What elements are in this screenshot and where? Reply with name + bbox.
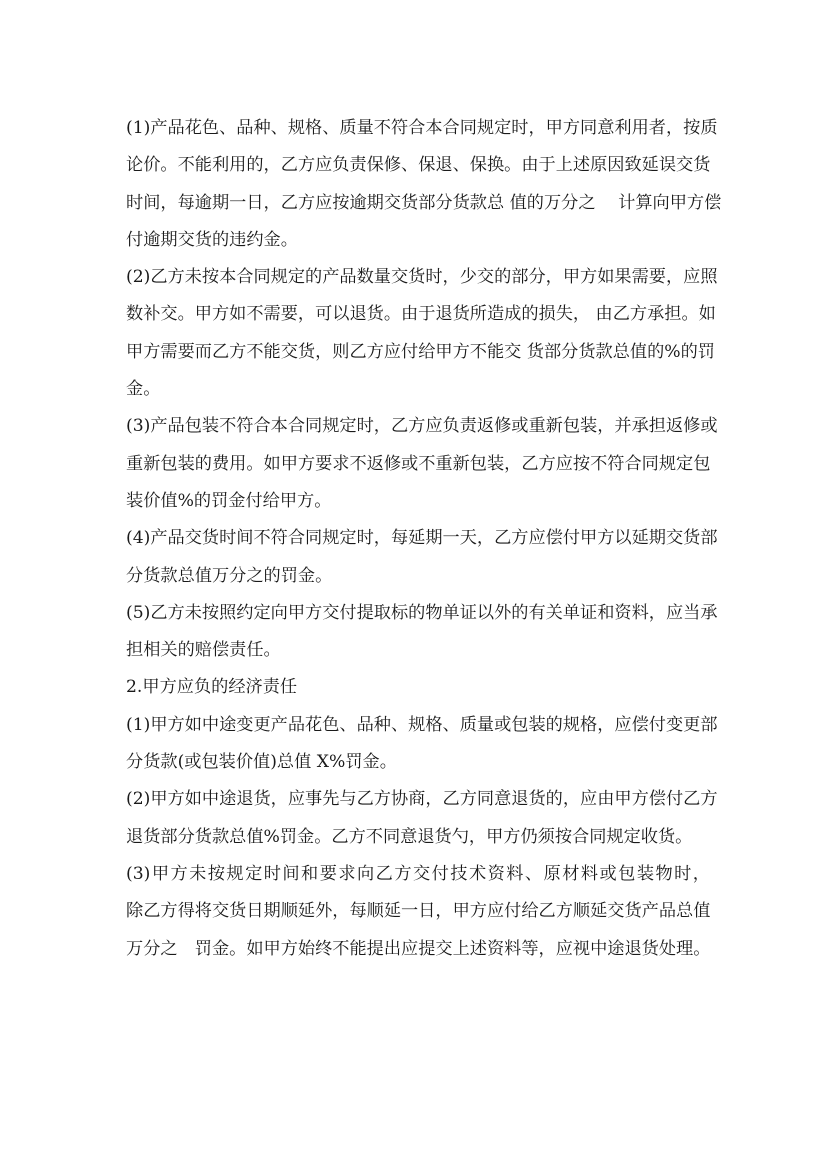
text-line: 论价。不能利用的，乙方应负责保修、保退、保换。由于上述原因致延误交货 — [126, 155, 711, 176]
text-line: 分货款(或包装价值)总值 X%罚金。 — [126, 752, 397, 773]
text-line: (4)产品交货时间不符合同规定时，每延期一天，乙方应偿付甲方以延期交货部 — [126, 528, 718, 549]
paragraph — [126, 781, 718, 856]
paragraph — [126, 595, 718, 670]
text-line: 分货款总值万分之的罚金。 — [126, 565, 333, 586]
text-line: 退货部分货款总值%罚金。乙方不同意退货勺，甲方仍须按合同规定收货。 — [126, 826, 693, 847]
text-line: 付逾期交货的违约金。 — [126, 229, 298, 250]
text-line: 万分之 罚金。如甲方始终不能提出应提交上述资料等，应视中途退货处理。 — [126, 938, 711, 959]
text-line: (2)乙方未按本合同规定的产品数量交货时，少交的部分，甲方如果需要，应照 — [126, 267, 718, 288]
text-line: 甲方需要而乙方不能交货，则乙方应付给甲方不能交 货部分货款总值的%的罚 — [126, 341, 715, 362]
paragraph — [126, 707, 718, 782]
text-line: 除乙方得将交货日期顺延外，每顺延一日，甲方应付给乙方顺延交货产品总值 — [126, 901, 711, 922]
text-line: (3)产品包装不符合本合同规定时，乙方应负责返修或重新包装，并承担返修或 — [126, 416, 718, 437]
text-line: 数补交。甲方如不需要，可以退货。由于退货所造成的损失， 由乙方承担。如 — [126, 304, 716, 325]
text-line: (2)甲方如中途退货，应事先与乙方协商，乙方同意退货的，应由甲方偿付乙方 — [126, 789, 718, 810]
paragraph — [126, 520, 718, 595]
paragraph — [126, 408, 718, 520]
text-line: 装价值%的罚金付给甲方。 — [126, 490, 332, 511]
paragraph — [126, 259, 718, 408]
paragraph — [126, 110, 722, 259]
text-line: 2.甲方应负的经济责任 — [126, 677, 298, 698]
text-line: (1)产品花色、品种、规格、质量不符合本合同规定时，甲方同意利用者，按质 — [126, 118, 718, 138]
document-body — [126, 110, 722, 968]
text-line: 重新包装的费用。如甲方要求不返修或不重新包装，乙方应按不符合同规定包 — [126, 453, 711, 474]
text-line: 时间，每逾期一日，乙方应按逾期交货部分货款总 值的万分之 计算向甲方偿 — [126, 192, 722, 213]
text-line: (5)乙方未按照约定向甲方交付提取标的物单证以外的有关单证和资料，应当承 — [126, 602, 718, 623]
text-line: 担相关的赔偿责任。 — [126, 640, 281, 661]
text-line: (3)甲方未按规定时间和要求向乙方交付技术资料、原材料或包装物时， — [126, 863, 710, 884]
paragraph — [126, 669, 710, 706]
text-line: (1)甲方如中途变更产品花色、品种、规格、质量或包装的规格，应偿付变更部 — [126, 714, 718, 735]
text-line: 金。 — [126, 379, 161, 400]
paragraph — [126, 856, 710, 968]
